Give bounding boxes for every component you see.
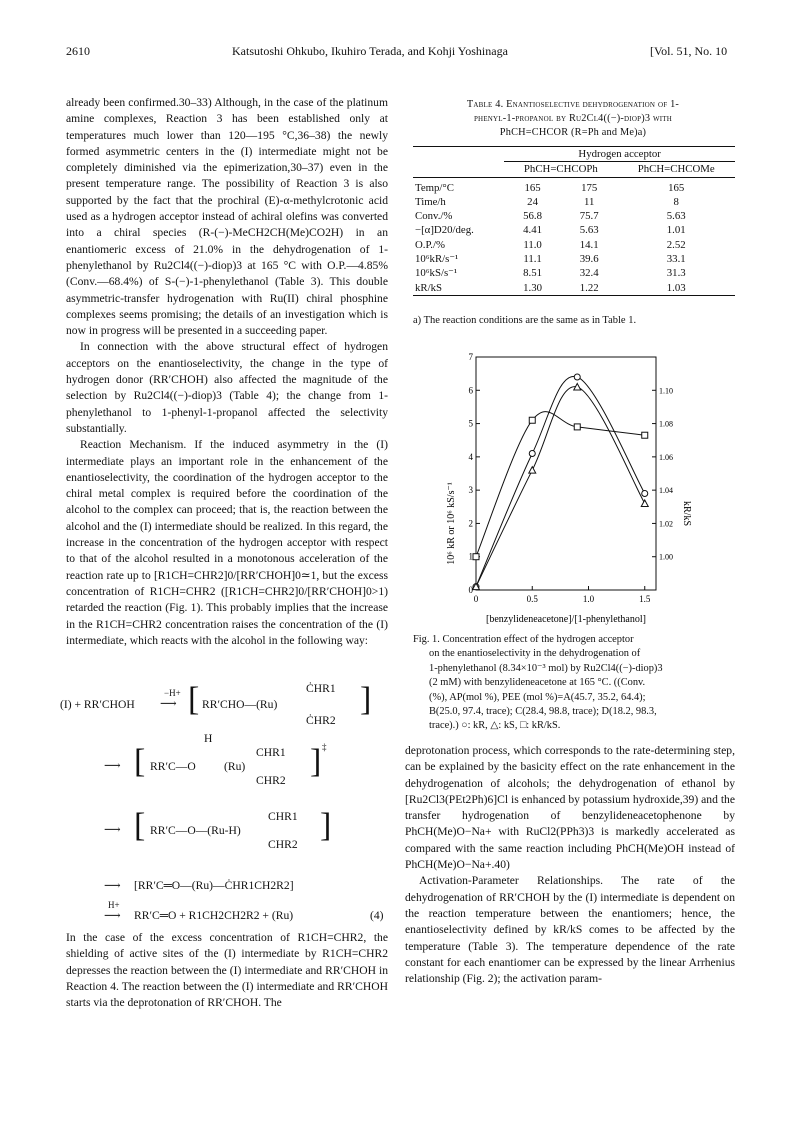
rxn-line2-a: RR′C—O — [150, 760, 196, 773]
table-title-line-1: Table 4. Enantioselective dehydrogenation of 1- — [466, 99, 680, 110]
caption-line-4: (2 mM) with benzylideneacetone at 165 °C. ((Conv. — [429, 677, 646, 689]
paragraph-3: Reaction Mechanism. If the induced asymmetry in the (I) intermediate plays an important role in the enhancement of the enantioselectivity, the coordination of the hydrogen acceptor to the chiral metal complex is required before the coordination of the alcohol to the complex can proceed; that is, the reaction between the alcohol and the (I) intermediate should be realized. In this regard, the increase in the concentration of the hydrogen acceptor with respect to that of the alcohol resulted in a monotonous acceleration of the reaction rate up to [R1CH=CHR2]0/[RR′CHOH]0≃1, but the excess concentration of R1CH=CHR2 ([R1CH=CHR2]0/[RR′CHOH]0>1) retarded the reaction (Fig. 1). This probably implies that the increase in the R1CH=CHR2 concentration raises the concentration of the (I) intermediate, which reacts with the alcohol in the following way: — [66, 438, 388, 647]
rxn-number: (4) — [370, 909, 384, 922]
table-row: 10⁶kS/s⁻¹ 8.51 32.4 31.3 — [415, 267, 686, 280]
rxn-line2-top: CHR1 — [256, 746, 286, 759]
rxn-line2-bot: CHR2 — [256, 774, 286, 787]
figure-caption — [413, 633, 737, 734]
right-column-bottom — [405, 743, 735, 987]
point-kR — [574, 374, 580, 380]
table-row: Time/h 24 11 8 — [415, 195, 679, 208]
caption-line-6: B(25.0, 97.4, trace); C(28.4, 98.8, trace); D(18.2, 98.3, — [429, 706, 657, 718]
x-tick-label: 0 — [473, 594, 479, 604]
y-left-tick-label: 2 — [468, 518, 473, 529]
x-axis-label: [benzylideneacetone]/[1-phenylethanol] — [486, 614, 646, 625]
rxn-arrow-label: −H+ — [164, 688, 181, 698]
y-left-axis-label: 10⁶ kR or 10⁶ kS/s⁻¹ — [446, 482, 457, 565]
point-kR — [642, 490, 648, 496]
bracket-open-3: [ — [134, 807, 146, 844]
rxn-arrow-4: ⟶ — [104, 879, 121, 892]
table-row: 10⁶kR/s⁻¹ 11.1 39.6 33.1 — [415, 253, 686, 266]
bracket-close-1: ] — [360, 681, 372, 718]
caption-line-1: Fig. 1. Concentration effect of the hydrogen acceptor — [413, 634, 634, 645]
caption-line-2: on the enantioselectivity in the dehydrogenation of — [429, 648, 641, 660]
y-right-tick-label: 1.00 — [659, 552, 673, 562]
point-kR — [529, 451, 535, 457]
rxn-line5-label: H+ — [108, 900, 120, 910]
point-kS — [529, 467, 536, 474]
rxn-line3-bot: CHR2 — [268, 838, 298, 851]
x-tick-label: 1.0 — [582, 594, 595, 604]
y-right-tick-label: 1.02 — [659, 519, 673, 529]
table-row: Temp/°C 165 175 165 — [415, 181, 685, 194]
running-authors: Katsutoshi Ohkubo, Ikuhiro Terada, and Kohji Yoshinaga — [232, 44, 508, 58]
y-left-tick-label: 1 — [468, 551, 473, 562]
caption-line-3: 1-phenylethanol (8.34×10⁻³ mol) by Ru2Cl4((−)-diop)3 — [429, 662, 663, 674]
point-kR/kS — [574, 424, 580, 430]
table-title-line-3: PhCH=CHCOR (R=Ph and Me)a) — [499, 127, 647, 138]
bracket-close-3: ] — [320, 807, 332, 844]
table-col-header-1: PhCH=CHCOPh — [504, 162, 617, 177]
rxn-line1-top: ĊHR1 — [306, 682, 336, 695]
point-kS — [641, 500, 648, 507]
series-line-kR — [476, 376, 645, 586]
table-col-header-2: PhCH=CHCOMe — [617, 162, 735, 177]
table-title-line-2: phenyl-1-propanol by Ru2Cl4((−)-diop)3 with — [473, 113, 673, 124]
rxn-arrow-3: ⟶ — [104, 823, 121, 836]
table-row: O.P./% 11.0 14.1 2.52 — [415, 238, 686, 251]
bracket-open-2: [ — [134, 743, 146, 780]
table-group-header: Hydrogen acceptor — [578, 148, 661, 160]
table-row: Conv./% 56.8 75.7 5.63 — [415, 210, 686, 223]
y-right-tick-label: 1.10 — [659, 386, 673, 396]
y-left-tick-label: 3 — [468, 485, 473, 496]
y-left-tick-label: 5 — [468, 418, 473, 429]
y-right-tick-label: 1.06 — [659, 452, 673, 462]
table-footnote: a) The reaction conditions are the same as in Table 1. — [413, 315, 637, 326]
paragraph-4: In the case of the excess concentration of R1CH=CHR2, the shielding of active sites of the (I) intermediate by R1CH=CHR2 depresses the reaction between the (I) intermediate and RR′CHOH in Reaction 4. The reaction between the (I) intermediate and RR′CHOH starts via the deprotonation of RR′CHOH. The — [66, 931, 388, 1010]
table-row: kR/kS 1.30 1.22 1.03 — [413, 281, 735, 296]
y-left-tick-label: 4 — [468, 451, 473, 462]
rxn-line3-top: CHR1 — [268, 810, 298, 823]
caption-line-5: (%), AP(mol %), PEE (mol %)=A(45.7, 35.2, 64.4); — [429, 691, 646, 703]
bracket-open-1: [ — [188, 681, 200, 718]
paragraph-5: deprotonation process, which corresponds to the rate-determining step, can be explained by the basicity effect on the rate enhancement in the dehydrogenation of alcohols; the dehydrogenation of ethanol by [Ru2Cl3(PEt2Ph)6]Cl is enhanced by potassium hydroxide,39) and the transfer hydrogenation of benzylideneacetophenone by PhCH(Me)O−Na+ with RuCl2(PPh3)3 is markedly accelerated as compared with the same reaction including PhCH(Me)OH instead of PhCH(Me)O−Na+.40) — [405, 744, 735, 872]
reaction-scheme-4 — [60, 670, 400, 930]
y-right-axis-label: kR/kS — [681, 500, 692, 527]
rxn-dagger: ‡ — [322, 742, 327, 752]
point-kR/kS — [529, 417, 535, 423]
rxn-line3-a: RR′C—O—(Ru-H) — [150, 824, 241, 837]
page-number: 2610 — [66, 44, 90, 58]
y-left-tick-label: 7 — [468, 352, 473, 362]
y-right-tick-label: 1.04 — [659, 486, 673, 496]
rxn-arrow-1: ⟶ — [160, 697, 177, 710]
paragraph-1: already been confirmed.30–33) Although, in the case of the platinum amine complexes, Reaction 3 has been established only at temperatures much lower than 120—195 °C,36–38) the newly formed asymmetric centers in the (I) intermediate might not be completely diminished via the epimerization,30–37) even in the present temperature range. The possibility of Reaction 3 is also supported by the fact that the prochiral (E)-α-methylcrotonic acid used as a hydrogen acceptor instead of achiral olefins was converted into a chiral species (R-(−)-MeCH2CH(Me)CO2H) in an enantiomeric excess of 21.0% in the dehydrogenation of 1-phenylethanol by Ru2Cl4((−)-diop)3 at 165 °C with O.P.—4.85%(Conv.—68.4%) of S-(−)-1-phenylethanol (Table 3). This double asymmetric-transfer hydrogenation with Ru(II) chiral phosphine complexes seems promising; the details of an investigation which is now in progress will be presented in a succeeding paper. — [66, 96, 388, 338]
y-left-tick-label: 6 — [468, 385, 473, 396]
left-column-top — [66, 95, 388, 649]
rxn-line2-ru: (Ru) — [224, 760, 246, 773]
paragraph-6: Activation-Parameter Relationships. The rate of the dehydrogenation of RR′CHOH by the (I) intermediate is dependent on the reaction temperature between the enantiomers; hence, the enantioselectivity defined by kR/kS comes to be affected by the temperature (Table 3). The temperature dependence of the rate constant for each enantiomer can be expressed by the linear Arrhenius relationship (Fig. 2); the activation param- — [405, 874, 735, 986]
table-title — [413, 98, 733, 140]
rxn-arrow-5: ⟶ — [104, 909, 121, 922]
figure-1-chart — [440, 345, 710, 630]
paragraph-2: In connection with the above structural effect of hydrogen acceptors on the enantioselectivity, the change in the type of hydrogen donor (RR′CHOH) also affected the magnitude of the selection by Ru2Cl4((−)-diop)3 (Table 4); the change from 1-phenylethanol to 1-phenyl-1-propanol affected the selectivity substantially. — [66, 340, 388, 435]
x-tick-label: 0.5 — [526, 594, 538, 604]
bracket-close-2: ] — [310, 743, 322, 780]
left-column-bottom — [66, 930, 388, 1011]
point-kR/kS — [473, 554, 479, 560]
series-line-kR/kS — [476, 412, 645, 557]
point-kR/kS — [642, 432, 648, 438]
rxn-arrow-2: ⟶ — [104, 759, 121, 772]
table-4 — [413, 146, 735, 296]
rxn-line4: [RR′C═O—(Ru)—ĊHR1CH2R2] — [134, 879, 294, 892]
rxn-line2-h: H — [204, 732, 213, 745]
series-line-kS — [476, 387, 645, 587]
rxn-line1-bot: ĊHR2 — [306, 714, 336, 727]
x-tick-label: 1.5 — [639, 594, 651, 604]
table-row: −[α]D20/deg. 4.41 5.63 1.01 — [415, 224, 686, 237]
rxn-lhs: (I) + RR′CHOH — [60, 698, 135, 711]
caption-line-7: trace).) ○: kR, △: kS, □: kR/kS. — [429, 720, 561, 732]
rxn-line1-rhs: RR′CHO—(Ru) — [202, 698, 278, 711]
y-left-tick-label: 0 — [468, 585, 473, 595]
rxn-line5: RR′C═O + R1CH2CH2R2 + (Ru) — [134, 909, 294, 922]
journal-volume: [Vol. 51, No. 10 — [650, 44, 728, 58]
y-right-tick-label: 1.08 — [659, 419, 673, 429]
